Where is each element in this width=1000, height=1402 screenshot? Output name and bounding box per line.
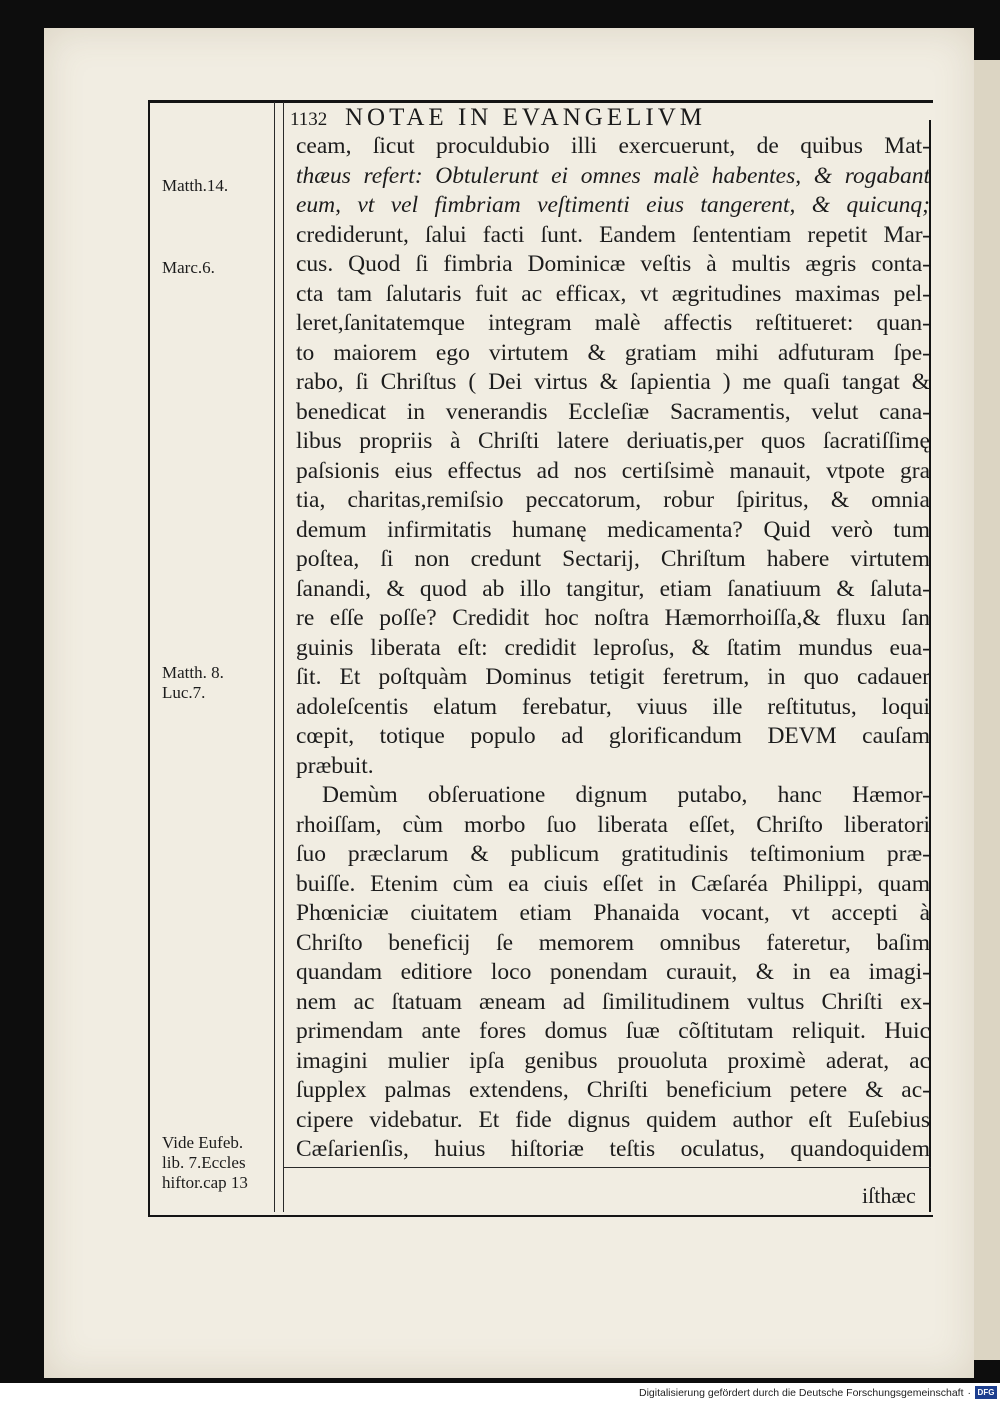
- text-line: præbuit.: [296, 752, 374, 779]
- footer-bar: [0, 1383, 1000, 1402]
- dfg-logo-icon: DFG: [975, 1386, 997, 1399]
- text-line: Phœniciæ ciuitatem etiam Phanaida vocant, vt accepti à: [296, 900, 930, 926]
- body-text: [296, 132, 930, 1165]
- text-line: re eſſe poſſe? Credidit hoc noſtra Hæmorrhoiſſa,& fluxu ſan: [296, 605, 930, 631]
- text-line: cœpit, totique populo ad glorificandum DEVM cauſam: [296, 723, 930, 749]
- text-line: imagini mulier ipſa genibus prouoluta proximè aderat, ac: [296, 1047, 930, 1074]
- text-line: benedicat in venerandis Eccleſiæ Sacramentis, velut cana-: [296, 398, 930, 425]
- running-title: NOTAE IN EVANGELIVM: [345, 104, 706, 131]
- text-line: primendam ante fores domus ſuæ cõſtitutam reliquit. Huic: [296, 1018, 930, 1044]
- text-line: Cæſarienſis, huius hiſtoriæ teſtis oculatus, quandoquidem: [296, 1136, 930, 1162]
- text-line: adoleſcentis elatum ferebatur, viuus ille reſtitutus, loqui: [296, 693, 930, 720]
- text-line: eum, vt vel fimbriam veſtimenti eius tangerent, & quicunq;: [296, 192, 930, 218]
- text-line: rabo, ſi Chriſtus ( Dei virtus & ſapientia ) me quaſi tangat &: [296, 369, 930, 395]
- text-column-rule: [283, 102, 284, 1212]
- text-line: thæus refert: Obtulerunt ei omnes malè habentes, & rogabant: [296, 162, 930, 189]
- margin-note: [162, 1113, 272, 1193]
- page-number: 1132: [290, 109, 328, 130]
- text-line: leret,ſanitatemque integram malè affectis reſtitueret: quan-: [296, 310, 930, 336]
- text-line: ſupplex palmas extendens, Chriſti beneficium petere & ac-: [296, 1077, 930, 1103]
- text-line: quandam editiore loco ponendam curauit, & in ea imagi-: [296, 959, 930, 985]
- text-line: paſsionis eius effectus ad nos certiſsimè manauit, vtpote gra: [296, 457, 930, 484]
- text-line: Chriſto beneficij ſe memorem omnibus fateretur, baſim: [296, 929, 930, 956]
- text-line: demum infirmitatis humanę medicamenta? Quid verò tum: [296, 516, 930, 543]
- text-line: cipere videbatur. Et fide dignus quidem author eſt Euſebius: [296, 1106, 930, 1133]
- text-line: crediderunt, ſalui facti ſunt. Eandem ſententiam repetit Mar-: [296, 221, 930, 248]
- running-header: [290, 104, 830, 134]
- text-bottom-rule: [283, 1167, 931, 1168]
- margin-note-text: Marc.6.: [162, 258, 215, 277]
- text-line: libus propriis à Chriſti latere deriuatis,per quos ſacratiſſimę: [296, 428, 930, 454]
- text-line: nem ac ſtatuam æneam ad ſimilitudinem vultus Chriſti ex-: [296, 988, 930, 1015]
- margin-note-text: Matth. 8. Luc.7.: [162, 663, 224, 702]
- text-line: buiſſe. Etenim cùm ea ciuis eſſet in Cæſaréa Philippi, quam: [296, 870, 930, 897]
- margin-column-rule: [274, 102, 275, 1212]
- facing-page-edge: [974, 60, 1000, 1360]
- catchword: iſthæc: [862, 1183, 916, 1208]
- text-line: Demùm obſeruatione dignum putabo, hanc Hæmor-: [322, 782, 930, 808]
- text-line: cta tam ſalutaris fuit ac efficax, vt ægritudines maximas pel-: [296, 280, 930, 307]
- text-line: poſtea, ſi non credunt Sectarij, Chriſtum habere virtutem: [296, 546, 930, 572]
- credit-separator: ·: [967, 1386, 971, 1399]
- margin-note-text: Matth.14.: [162, 176, 229, 195]
- text-line: rhoiſſam, cùm morbo ſuo liberata eſſet, Chriſto liberatori: [296, 811, 930, 838]
- margin-note: [162, 176, 272, 196]
- text-line: guinis liberata eſt: credidit leproſus, & ſtatim mundus eua-: [296, 634, 930, 661]
- margin-note-text: Vide Eufeb. lib. 7.Eccles hiftor.cap 13: [162, 1133, 248, 1192]
- text-line: ſit. Et poſtquàm Dominus tetigit feretrum, in quo cadauer: [296, 664, 930, 690]
- text-line: tia, charitas,remiſsio peccatorum, robur ſpiritus, & omnia: [296, 487, 930, 513]
- text-line: to maiorem ego virtutem & gratiam mihi adfuturam ſpe-: [296, 339, 930, 366]
- text-line: ceam, ſicut proculdubio illi exercuerunt, de quibus Mat-: [296, 133, 930, 159]
- margin-note: [162, 258, 272, 278]
- margin-note: [162, 643, 272, 703]
- text-line: ſanandi, & quod ab illo tangitur, etiam ſanatiuum & ſaluta-: [296, 575, 930, 602]
- text-line: cus. Quod ſi fimbria Dominicæ veſtis à multis ægris conta-: [296, 251, 930, 277]
- funding-credit: Digitalisierung gefördert durch die Deutsche Forschungsgemeinschaft: [638, 1386, 964, 1399]
- text-line: ſuo præclarum & publicum gratitudinis teſtimonium præ-: [296, 841, 930, 867]
